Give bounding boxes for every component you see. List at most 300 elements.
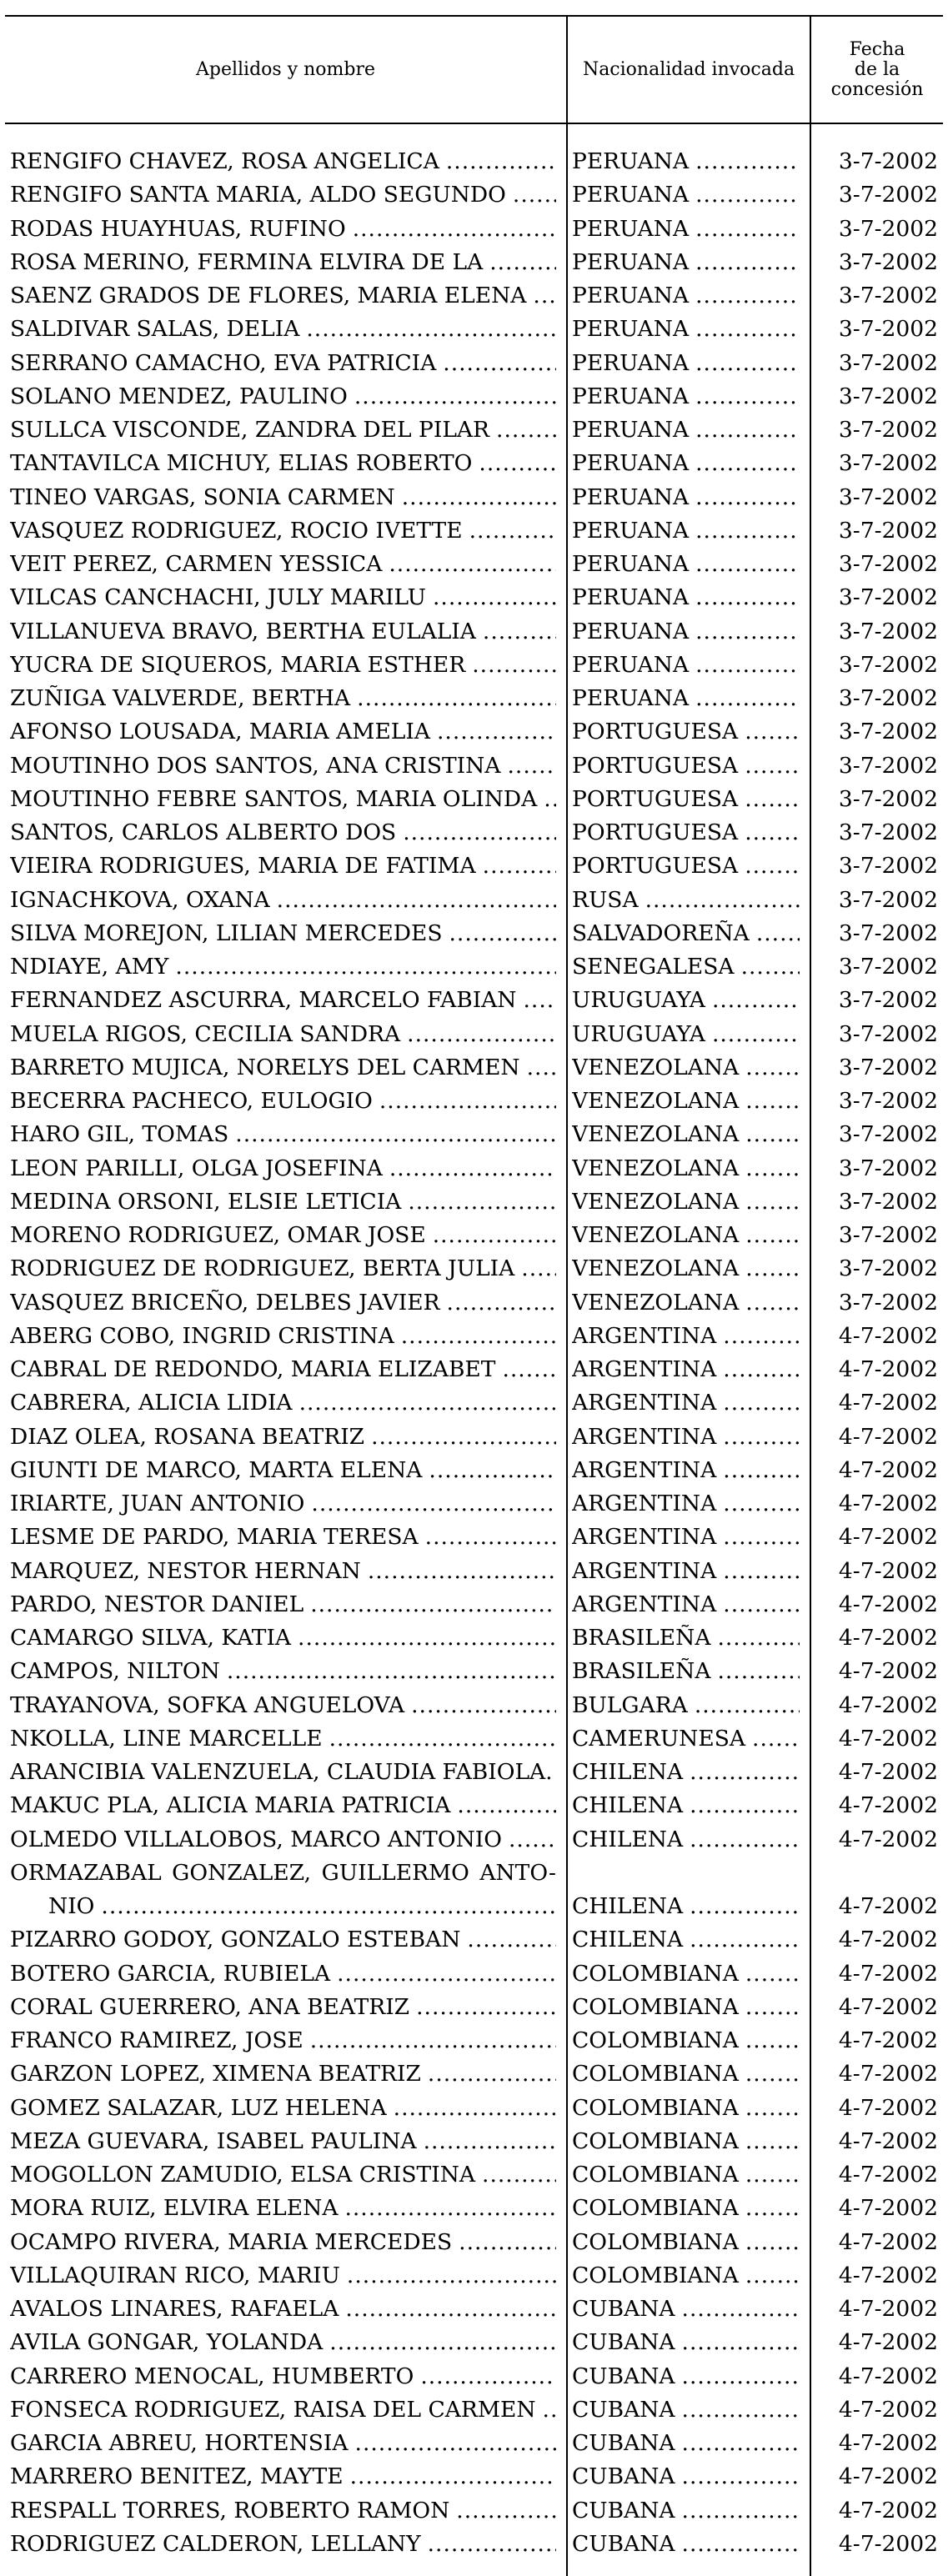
cell-name <box>10 2326 556 2359</box>
cell-name <box>10 749 556 783</box>
dot-leader <box>489 246 556 279</box>
cell-date: 3-7-2002 <box>838 1054 938 1080</box>
dot-leader <box>446 145 556 178</box>
column-header-name <box>5 17 566 123</box>
dot-leader <box>695 213 800 246</box>
dot-leader <box>353 213 556 246</box>
cell-date: 4-7-2002 <box>838 2463 938 2490</box>
cell-date: 4-7-2002 <box>838 1725 938 1752</box>
table-row <box>0 1923 948 1957</box>
table-row <box>0 1722 948 1756</box>
cell-date: 3-7-2002 <box>838 383 938 409</box>
cell-nationality <box>572 447 800 480</box>
cell-date: 3-7-2002 <box>838 551 938 577</box>
dot-leader <box>235 1118 556 1151</box>
name-text: FERNANDEZ ASCURRA, MARCELO FABIAN <box>10 987 517 1014</box>
table-row <box>0 413 948 447</box>
name-text: GOMEZ SALAZAR, LUZ HELENA <box>10 2094 387 2121</box>
cell-name <box>10 1789 556 1822</box>
cell-date: 3-7-2002 <box>838 283 938 308</box>
dot-leader <box>544 783 556 816</box>
dot-leader <box>543 2393 556 2427</box>
table-row <box>0 2427 948 2460</box>
table-row <box>0 984 948 1017</box>
dot-leader <box>521 1252 556 1285</box>
name-text: ABERG COBO, INGRID CRISTINA <box>10 1322 394 1349</box>
cell-name <box>10 347 556 380</box>
dot-leader <box>695 447 800 480</box>
dot-leader <box>682 2393 800 2427</box>
cell-nationality <box>572 1219 800 1252</box>
dot-leader <box>745 1252 800 1285</box>
name-text: CABRAL DE REDONDO, MARIA ELIZABET <box>10 1356 496 1382</box>
cell-name <box>10 615 556 649</box>
cell-nationality <box>572 1487 800 1521</box>
name-text: BECERRA PACHECO, EULOGIO <box>10 1088 373 1114</box>
dot-leader <box>695 313 800 346</box>
cell-date: 3-7-2002 <box>838 215 938 242</box>
nationality-text: PERUANA <box>572 450 690 477</box>
cell-nationality <box>572 246 800 279</box>
dot-leader <box>524 984 557 1017</box>
nationality-text: BULGARA <box>572 1691 688 1718</box>
dot-leader <box>437 715 556 749</box>
name-text: GARZON LOPEZ, XIMENA BEATRIZ <box>10 2061 421 2087</box>
cell-nationality <box>572 2293 800 2326</box>
dot-leader <box>695 649 800 682</box>
dot-leader <box>408 1185 556 1219</box>
dot-leader <box>745 2092 800 2125</box>
dot-leader <box>717 1621 800 1655</box>
cell-nationality <box>572 1118 800 1151</box>
cell-nationality <box>572 2326 800 2359</box>
nationality-text: COLOMBIANA <box>572 2027 739 2054</box>
cell-date: 3-7-2002 <box>838 920 938 946</box>
column-header-date <box>811 17 943 123</box>
cell-name <box>10 1286 556 1320</box>
cell-date: 3-7-2002 <box>838 316 938 343</box>
dot-leader <box>695 548 800 581</box>
cell-name <box>10 917 556 950</box>
name-text: IRIARTE, JUAN ANTONIO <box>10 1491 305 1516</box>
name-text: OCAMPO RIVERA, MARIA MERCEDES <box>10 2228 453 2255</box>
name-text: AVALOS LINARES, RAFAELA <box>10 2296 339 2323</box>
dot-leader <box>682 2326 800 2359</box>
dot-leader <box>745 1185 800 1219</box>
table-row <box>0 1185 948 1219</box>
cell-date: 4-7-2002 <box>838 2530 938 2557</box>
column-header-nationality-label: Nacionalidad invocada <box>582 58 795 80</box>
cell-date: 3-7-2002 <box>838 685 938 711</box>
cell-name <box>10 145 556 178</box>
cell-name <box>10 213 556 246</box>
cell-date: 3-7-2002 <box>838 853 938 880</box>
nationality-text: CHILENA <box>572 1927 684 1953</box>
cell-nationality <box>572 1823 800 1857</box>
nationality-text: PERUANA <box>572 316 690 343</box>
dot-leader <box>745 2158 800 2192</box>
cell-nationality <box>572 514 800 548</box>
table-row <box>0 2259 948 2293</box>
cell-name <box>10 481 556 514</box>
cell-name <box>10 1252 556 1285</box>
cell-nationality <box>572 581 800 614</box>
dot-leader <box>695 615 800 649</box>
cell-date: 4-7-2002 <box>838 1993 938 2020</box>
dot-leader <box>345 2293 556 2326</box>
cell-nationality <box>572 178 800 212</box>
cell-nationality <box>572 1756 800 1789</box>
nationality-text: PORTUGUESA <box>572 785 739 812</box>
cell-name <box>10 1421 556 1454</box>
table-row <box>0 1789 948 1822</box>
cell-nationality <box>572 884 800 917</box>
dot-leader <box>723 1353 800 1386</box>
name-text: AFONSO LOUSADA, MARIA AMELIA <box>10 719 430 745</box>
dot-leader <box>425 1521 556 1554</box>
cell-nationality <box>572 2092 800 2125</box>
cell-name <box>10 1487 556 1521</box>
dot-leader <box>277 884 556 917</box>
dot-leader <box>690 1923 800 1957</box>
nationality-text: CHILENA <box>572 1759 684 1785</box>
dot-leader <box>483 849 556 883</box>
name-text: MORA RUIZ, ELVIRA ELENA <box>10 2195 339 2222</box>
nationality-text: COLOMBIANA <box>572 2262 739 2288</box>
name-text: TINEO VARGAS, SONIA CARMEN <box>10 484 395 510</box>
cell-nationality <box>572 313 800 346</box>
nationality-text: CUBANA <box>572 2463 675 2490</box>
cell-date: 4-7-2002 <box>838 2497 938 2523</box>
name-text: AVILA GONGAR, YOLANDA <box>10 2329 324 2356</box>
cell-name <box>10 246 556 279</box>
nationality-text: VENEZOLANA <box>572 1054 740 1080</box>
table-row <box>0 145 948 178</box>
dot-leader <box>745 1051 800 1085</box>
dot-leader <box>682 2293 800 2326</box>
name-text: FONSECA RODRIGUEZ, RAISA DEL CARMEN <box>10 2396 536 2423</box>
dot-leader <box>695 481 800 514</box>
nationality-text: PORTUGUESA <box>572 752 739 779</box>
nationality-text: VENEZOLANA <box>572 1188 740 1215</box>
nationality-text: CHILENA <box>572 1893 684 1919</box>
cell-date: 4-7-2002 <box>838 2094 938 2121</box>
dot-leader <box>745 2226 800 2259</box>
cell-name <box>10 1521 556 1554</box>
dot-leader <box>723 1487 800 1521</box>
nationality-text: PORTUGUESA <box>572 853 739 880</box>
name-text: OLMEDO VILLALOBOS, MARCO ANTONIO <box>10 1826 502 1852</box>
cell-date: 4-7-2002 <box>838 2396 938 2423</box>
name-text: RENGIFO CHAVEZ, ROSA ANGELICA <box>10 148 439 174</box>
name-text: SILVA MOREJON, LILIAN MERCEDES <box>10 920 443 946</box>
nationality-text: RUSA <box>572 886 639 913</box>
table-row <box>0 548 948 581</box>
cell-name <box>10 1857 556 1924</box>
cell-name <box>10 178 556 212</box>
name-text: PIZARRO GODOY, GONZALO ESTEBAN <box>10 1927 461 1953</box>
cell-name <box>10 1588 556 1621</box>
table-row <box>0 749 948 783</box>
cell-name <box>10 2528 556 2561</box>
table-row <box>0 2226 948 2259</box>
cell-nationality <box>572 279 800 313</box>
nationality-text: CUBANA <box>572 2530 675 2557</box>
cell-nationality <box>572 2125 800 2158</box>
table-row <box>0 514 948 548</box>
table-row <box>0 1118 948 1151</box>
cell-nationality <box>572 1286 800 1320</box>
cell-name <box>10 1655 556 1688</box>
cell-name <box>10 2226 556 2259</box>
table-row <box>0 1421 948 1454</box>
cell-name <box>10 2192 556 2225</box>
cell-name <box>10 2460 556 2493</box>
cell-date: 4-7-2002 <box>838 1423 938 1450</box>
cell-date: 4-7-2002 <box>838 1893 938 1919</box>
table-row <box>0 615 948 649</box>
cell-nationality <box>572 1454 800 1487</box>
cell-name <box>10 884 556 917</box>
dot-leader <box>745 783 800 816</box>
cell-name <box>10 1219 556 1252</box>
cell-name <box>10 2092 556 2125</box>
cell-name <box>10 581 556 614</box>
cell-nationality <box>572 1923 800 1957</box>
dot-leader <box>712 984 800 1017</box>
cell-nationality <box>572 2460 800 2493</box>
nationality-text: PERUANA <box>572 182 690 208</box>
cell-date: 3-7-2002 <box>838 618 938 644</box>
name-text: LESME DE PARDO, MARIA TERESA <box>10 1524 419 1551</box>
cell-date: 4-7-2002 <box>838 1557 938 1584</box>
cell-name <box>10 1454 556 1487</box>
cell-nationality <box>572 1421 800 1454</box>
name-text: IGNACHKOVA, OXANA <box>10 886 270 913</box>
cell-nationality <box>572 1789 800 1822</box>
name-text: GARCIA ABREU, HORTENSIA <box>10 2430 349 2457</box>
cell-nationality <box>572 950 800 984</box>
cell-date: 4-7-2002 <box>838 2195 938 2222</box>
dot-leader <box>469 514 556 548</box>
cell-nationality <box>572 1555 800 1588</box>
nationality-text: COLOMBIANA <box>572 2094 739 2121</box>
dot-leader <box>472 649 556 682</box>
name-text: VILCAS CANCHACHI, JULY MARILU <box>10 584 426 611</box>
dot-leader <box>354 380 556 413</box>
nationality-text: PERUANA <box>572 484 690 510</box>
dot-leader <box>513 178 556 212</box>
nationality-text: SENEGALESA <box>572 954 735 980</box>
cell-date: 3-7-2002 <box>838 987 938 1014</box>
dot-leader <box>717 1655 800 1688</box>
dot-leader <box>741 950 800 984</box>
dot-leader <box>723 1588 800 1621</box>
table-row <box>0 581 948 614</box>
dot-leader <box>433 581 556 614</box>
cell-name <box>10 1185 556 1219</box>
cell-date: 4-7-2002 <box>838 2027 938 2054</box>
dot-leader <box>695 514 800 548</box>
dot-leader <box>745 1085 800 1118</box>
nationality-text: ARGENTINA <box>572 1322 717 1349</box>
cell-nationality <box>572 1957 800 1991</box>
dot-leader <box>429 1454 556 1487</box>
column-header-nationality <box>568 17 810 123</box>
name-text: ARANCIBIA VALENZUELA, CLAUDIA FABIOLA. <box>10 1759 553 1785</box>
nationality-text: CAMERUNESA <box>572 1725 746 1752</box>
nationality-text: CUBANA <box>572 2430 675 2457</box>
cell-date: 3-7-2002 <box>838 886 938 913</box>
nationality-text: COLOMBIANA <box>572 2127 739 2154</box>
table-row <box>0 816 948 849</box>
table-row <box>0 1219 948 1252</box>
dot-leader <box>467 1923 556 1957</box>
cell-nationality <box>572 1689 800 1722</box>
dot-leader <box>690 1789 800 1822</box>
cell-nationality <box>572 1991 800 2024</box>
cell-name <box>10 783 556 816</box>
nationality-text: ARGENTINA <box>572 1390 717 1416</box>
nationality-text: CUBANA <box>572 2329 675 2356</box>
cell-date: 3-7-2002 <box>838 182 938 208</box>
table-row <box>0 2192 948 2225</box>
dot-leader <box>357 682 556 715</box>
cell-nationality <box>572 413 800 447</box>
table-row <box>0 1555 948 1588</box>
cell-nationality <box>572 2024 800 2057</box>
table-row <box>0 2158 948 2192</box>
cell-name <box>10 1689 556 1722</box>
cell-name <box>10 1957 556 1991</box>
name-text: MAKUC PLA, ALICIA MARIA PATRICIA <box>10 1792 451 1819</box>
cell-nationality <box>572 213 800 246</box>
name-text: ROSA MERINO, FERMINA ELVIRA DE LA <box>10 248 484 275</box>
cell-name <box>10 816 556 849</box>
name-text: MARQUEZ, NESTOR HERNAN <box>10 1557 361 1584</box>
cell-name <box>10 1085 556 1118</box>
name-text: RESPALL TORRES, ROBERTO RAMON <box>10 2497 450 2523</box>
name-text: BOTERO GARCIA, RUBIELA <box>10 1960 331 1987</box>
column-header-name-label: Apellidos y nombre <box>195 58 376 80</box>
name-text: FRANCO RAMIREZ, JOSE <box>10 2027 303 2054</box>
cell-nationality <box>572 1353 800 1386</box>
cell-name <box>10 2024 556 2057</box>
nationality-text: SALVADOREÑA <box>572 920 750 946</box>
cell-date: 4-7-2002 <box>838 2228 938 2255</box>
cell-date: 3-7-2002 <box>838 752 938 779</box>
cell-date: 3-7-2002 <box>838 248 938 275</box>
dot-leader <box>527 1051 556 1085</box>
table-row <box>0 1454 948 1487</box>
table-row <box>0 447 948 480</box>
dot-leader <box>745 1957 800 1991</box>
cell-name <box>10 1756 556 1789</box>
name-text: TRAYANOVA, SOFKA ANGUELOVA <box>10 1691 405 1718</box>
name-text: RODAS HUAYHUAS, RUFINO <box>10 215 346 242</box>
cell-date: 3-7-2002 <box>838 1020 938 1047</box>
cell-date: 3-7-2002 <box>838 1155 938 1181</box>
name-text: GIUNTI DE MARCO, MARTA ELENA <box>10 1456 423 1483</box>
nationality-text: BRASILEÑA <box>572 1625 711 1651</box>
dot-leader <box>682 2528 800 2561</box>
dot-leader <box>350 2460 556 2493</box>
cell-date: 3-7-2002 <box>838 1121 938 1148</box>
cell-name <box>10 1320 556 1353</box>
dot-leader <box>482 2158 556 2192</box>
cell-date: 4-7-2002 <box>838 1792 938 1819</box>
dot-leader <box>682 2460 800 2493</box>
cell-date: 4-7-2002 <box>838 1625 938 1651</box>
cell-name <box>10 313 556 346</box>
table-row <box>0 884 948 917</box>
cell-date: 4-7-2002 <box>838 1927 938 1953</box>
table-row <box>0 1085 948 1118</box>
cell-date: 3-7-2002 <box>838 584 938 611</box>
table-row <box>0 2057 948 2091</box>
dot-leader <box>449 917 557 950</box>
nationality-text: VENEZOLANA <box>572 1255 740 1282</box>
cell-nationality <box>572 2494 800 2528</box>
dot-leader <box>389 548 556 581</box>
cell-nationality <box>572 1051 800 1085</box>
dot-leader <box>745 816 800 849</box>
cell-nationality <box>572 1722 800 1756</box>
name-text: SOLANO MENDEZ, PAULINO <box>10 383 348 409</box>
dot-leader <box>745 2259 800 2293</box>
name-text: CAMARGO SILVA, KATIA <box>10 1625 292 1651</box>
dot-leader <box>745 715 800 749</box>
cell-date: 4-7-2002 <box>838 1322 938 1349</box>
dot-leader <box>433 1219 556 1252</box>
table-row <box>0 649 948 682</box>
dot-leader <box>420 2360 556 2393</box>
cell-date: 3-7-2002 <box>838 1188 938 1215</box>
cell-name <box>10 1923 556 1957</box>
dot-leader <box>311 1487 556 1521</box>
table-row <box>0 1689 948 1722</box>
dot-leader <box>756 917 800 950</box>
cell-name <box>10 682 556 715</box>
cell-nationality <box>572 1621 800 1655</box>
nationality-text: COLOMBIANA <box>572 2061 739 2087</box>
name-text: SALDIVAR SALAS, DELIA <box>10 316 300 343</box>
table-row <box>0 1991 948 2024</box>
dot-leader <box>723 1421 800 1454</box>
cell-date: 3-7-2002 <box>838 517 938 544</box>
table-row <box>0 279 948 313</box>
dot-leader <box>483 615 556 649</box>
table-row <box>0 682 948 715</box>
dot-leader <box>368 1555 556 1588</box>
cell-name <box>10 1386 556 1420</box>
cell-date: 4-7-2002 <box>838 2296 938 2323</box>
dot-leader <box>329 1722 556 1756</box>
cell-date: 3-7-2002 <box>838 819 938 845</box>
cell-nationality <box>572 1018 800 1051</box>
cell-name <box>10 984 556 1017</box>
cell-name <box>10 2360 556 2393</box>
cell-name <box>10 1353 556 1386</box>
cell-date: 3-7-2002 <box>838 1222 938 1248</box>
dot-leader <box>745 849 800 883</box>
cell-name <box>10 1118 556 1151</box>
dot-leader <box>299 1386 556 1420</box>
cell-date: 3-7-2002 <box>838 1088 938 1114</box>
dot-leader <box>745 1286 800 1320</box>
table-row <box>0 2460 948 2493</box>
dot-leader <box>723 1454 800 1487</box>
